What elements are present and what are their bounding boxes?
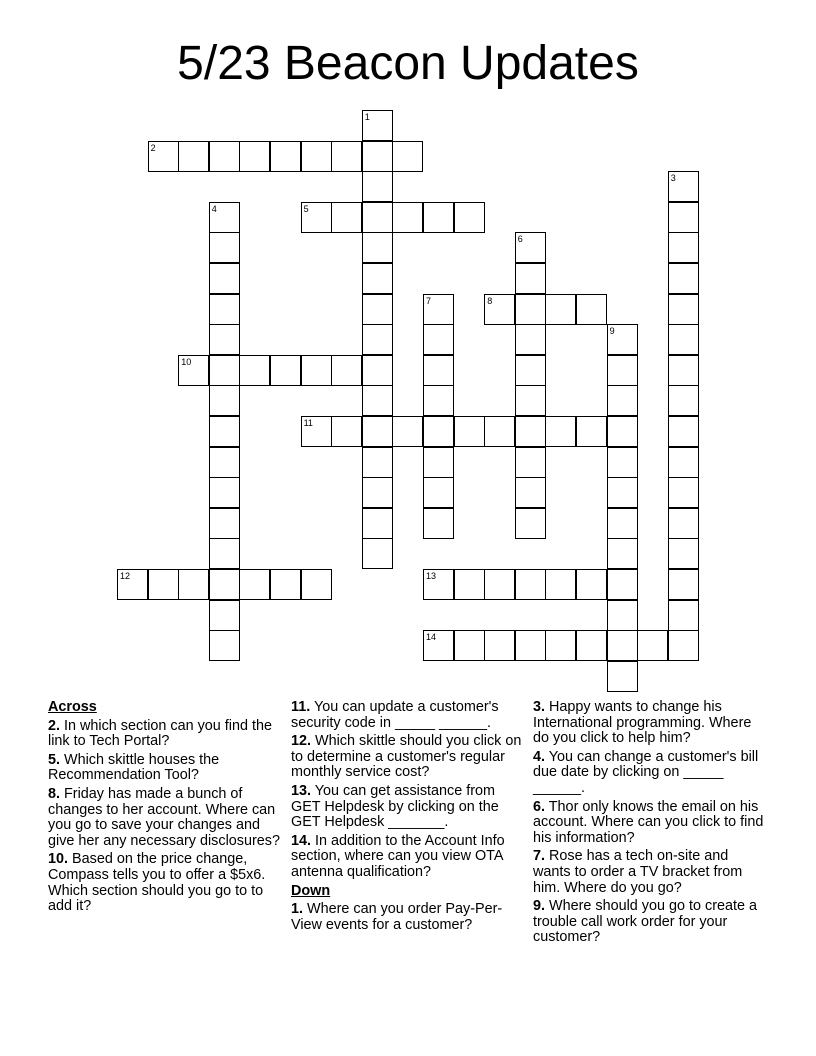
crossword-cell[interactable]: [607, 600, 638, 631]
clue-number: 4.: [533, 748, 546, 765]
clue-number: 13.: [291, 782, 312, 799]
clue-number: 7.: [533, 848, 546, 865]
crossword-cell[interactable]: [668, 477, 699, 508]
crossword-cell[interactable]: [668, 355, 699, 386]
crossword-cell[interactable]: [607, 661, 638, 692]
clue-text: Based on the price change, Compass tells you to offer a $5x6. Which section should you go to to add it?: [48, 851, 266, 915]
clue-text: You can update a customer's security code in _____ ______.: [291, 699, 499, 731]
crossword-cell[interactable]: [209, 600, 240, 631]
crossword-cell[interactable]: [668, 202, 699, 233]
crossword-cell[interactable]: [668, 232, 699, 263]
crossword-cell[interactable]: [209, 385, 240, 416]
crossword-cell[interactable]: [392, 202, 423, 233]
cell-number: 6: [517, 234, 523, 245]
crossword-cell[interactable]: [515, 569, 546, 600]
clue-text: In which section can you find the link to Tech Portal?: [48, 717, 273, 750]
crossword-cell[interactable]: [484, 416, 515, 447]
crossword-cell[interactable]: [607, 385, 638, 416]
crossword-cell[interactable]: [331, 355, 362, 386]
clue-text: You can change a customer's bill due date by clicking on _____ ______.: [533, 748, 759, 796]
clue-number: 3.: [533, 699, 546, 715]
clue-text: Where should you go to create a trouble call work order for your customer?: [533, 898, 758, 946]
clue-number: 6.: [533, 798, 546, 815]
crossword-cell[interactable]: [270, 569, 301, 600]
clue-text: You can get assistance from GET Helpdesk by clicking on the GET Helpdesk _______.: [291, 782, 499, 831]
crossword-cell[interactable]: [362, 508, 393, 539]
crossword-cell[interactable]: [362, 447, 393, 478]
cell-number: 1: [364, 112, 370, 122]
crossword-cell[interactable]: [362, 232, 393, 263]
crossword-cell[interactable]: [668, 416, 699, 447]
crossword-cell[interactable]: [515, 477, 546, 508]
clue-text: Thor only knows the email on his account. Where can you click to find his information?: [533, 798, 764, 846]
cell-number: 8: [487, 295, 493, 306]
crossword-cell[interactable]: [423, 447, 454, 478]
crossword-cell[interactable]: [454, 202, 485, 233]
cell-number: 12: [120, 571, 131, 581]
crossword-cell[interactable]: [423, 630, 454, 661]
crossword-cell[interactable]: [607, 630, 638, 661]
clue-number: 2.: [48, 717, 61, 734]
crossword-cell[interactable]: [484, 569, 515, 600]
crossword-cell[interactable]: [668, 263, 699, 294]
cell-number: 4: [211, 203, 217, 214]
crossword-cell[interactable]: [607, 477, 638, 508]
crossword-cell[interactable]: [301, 569, 332, 600]
crossword-cell[interactable]: [668, 630, 699, 661]
crossword-cell[interactable]: [423, 416, 454, 447]
crossword-cell[interactable]: [545, 416, 576, 447]
crossword-cell[interactable]: [607, 416, 638, 447]
crossword-cell[interactable]: [209, 232, 240, 263]
crossword-cell[interactable]: [576, 569, 607, 600]
clue-across-10: [48, 852, 284, 914]
crossword-cell[interactable]: [607, 324, 638, 355]
crossword-cell[interactable]: [392, 416, 423, 447]
cell-number: 11: [303, 418, 313, 428]
clue-text: In addition to the Account Info section, where can you view OTA antenna qualification?: [291, 832, 505, 880]
crossword-cell[interactable]: [362, 477, 393, 508]
crossword-cell[interactable]: [178, 569, 209, 600]
clue-down-3: [533, 700, 769, 747]
crossword-cell[interactable]: [423, 202, 454, 233]
cell-number: 9: [609, 326, 615, 337]
crossword-cell[interactable]: [209, 202, 240, 233]
crossword-cell[interactable]: [515, 294, 546, 325]
crossword-cell[interactable]: [362, 141, 393, 172]
crossword-cell[interactable]: [209, 508, 240, 539]
crossword-cell[interactable]: [515, 324, 546, 355]
crossword-cell[interactable]: [607, 569, 638, 600]
crossword-cell[interactable]: [545, 294, 576, 325]
clue-across-5: [48, 753, 284, 784]
crossword-cell[interactable]: [331, 416, 362, 447]
crossword-cell[interactable]: [576, 416, 607, 447]
clue-down-7: [533, 849, 769, 896]
crossword-cell[interactable]: [423, 355, 454, 386]
crossword-cell[interactable]: [668, 569, 699, 600]
crossword-cell[interactable]: [607, 508, 638, 539]
crossword-cell[interactable]: [362, 538, 393, 569]
crossword-cell[interactable]: [209, 141, 240, 172]
clue-across-14: [291, 834, 527, 881]
crossword-cell[interactable]: [331, 202, 362, 233]
crossword-cell[interactable]: [362, 294, 393, 325]
crossword-cell[interactable]: [607, 538, 638, 569]
crossword-cell[interactable]: [209, 324, 240, 355]
clue-down-4: [533, 750, 769, 797]
clue-down-6: [533, 800, 769, 847]
cell-number: 2: [150, 142, 156, 153]
crossword-cell[interactable]: [423, 477, 454, 508]
crossword-cell[interactable]: [301, 141, 332, 172]
crossword-cell[interactable]: [209, 355, 240, 386]
cell-number: 14: [426, 632, 437, 643]
clue-number: 1.: [291, 901, 304, 918]
crossword-cell[interactable]: [668, 600, 699, 631]
crossword-cell[interactable]: [209, 294, 240, 325]
crossword-cell[interactable]: [209, 630, 240, 661]
clue-number: 11.: [291, 699, 311, 715]
crossword-cell[interactable]: [515, 630, 546, 661]
crossword-cell[interactable]: [454, 569, 485, 600]
clue-across-13: [291, 784, 527, 831]
crossword-cell[interactable]: [454, 416, 485, 447]
clue-across-11: [291, 700, 527, 731]
crossword-cell[interactable]: [423, 294, 454, 325]
crossword-cell[interactable]: [668, 385, 699, 416]
crossword-cell[interactable]: [362, 171, 393, 202]
crossword-cell[interactable]: [515, 263, 546, 294]
crossword-cell[interactable]: [515, 355, 546, 386]
crossword-cell[interactable]: [423, 324, 454, 355]
crossword-cell[interactable]: [209, 416, 240, 447]
crossword-cell[interactable]: [668, 508, 699, 539]
crossword-cell[interactable]: [301, 416, 332, 447]
crossword-cell[interactable]: [576, 630, 607, 661]
crossword-cell[interactable]: [362, 355, 393, 386]
crossword-cell[interactable]: [209, 477, 240, 508]
clue-number: 12.: [291, 733, 312, 750]
crossword-cell[interactable]: [117, 569, 148, 600]
page-title: 5/23 Beacon Updates: [177, 37, 639, 90]
across-heading: Across: [48, 699, 97, 715]
clue-across-8: [48, 787, 284, 849]
crossword-cell[interactable]: [209, 569, 240, 600]
crossword-cell[interactable]: [484, 294, 515, 325]
clue-down-9: [533, 899, 769, 946]
clue-across-12: [291, 734, 527, 781]
cell-number: 3: [670, 173, 676, 184]
crossword-cell[interactable]: [668, 324, 699, 355]
crossword-cell[interactable]: [484, 630, 515, 661]
crossword-cell[interactable]: [209, 538, 240, 569]
clue-down-1: [291, 902, 527, 933]
crossword-cell[interactable]: [270, 355, 301, 386]
crossword-cell[interactable]: [209, 263, 240, 294]
down-heading: Down: [291, 882, 331, 899]
crossword-cell[interactable]: [515, 232, 546, 263]
clue-text: Where can you order Pay-Per-View events for a customer?: [291, 901, 503, 933]
crossword-cell[interactable]: [178, 141, 209, 172]
clue-text: Happy wants to change his International programming. Where do you click to help him?: [533, 699, 752, 747]
clue-number: 5.: [48, 751, 61, 768]
crossword-cell[interactable]: [270, 141, 301, 172]
crossword-cell[interactable]: [331, 141, 362, 172]
crossword-cell[interactable]: [362, 416, 393, 447]
clue-text: Which skittle should you click on to determine a customer's regular monthly service cost?: [291, 733, 522, 781]
crossword-cell[interactable]: [668, 447, 699, 478]
crossword-cell[interactable]: [454, 630, 485, 661]
clue-number: 14.: [291, 832, 312, 849]
crossword-cell[interactable]: [637, 630, 668, 661]
crossword-cell[interactable]: [148, 569, 179, 600]
clue-text: Rose has a tech on-site and wants to order a TV bracket from him. Where do you go?: [533, 848, 743, 896]
clues-column-middle: [291, 700, 527, 936]
crossword-cell[interactable]: [239, 569, 270, 600]
clue-number: 8.: [48, 785, 61, 802]
crossword-cell[interactable]: [515, 508, 546, 539]
crossword-cell[interactable]: [423, 569, 454, 600]
clue-text: Friday has made a bunch of changes to her account. Where can you go to save your changes and give her any necessary disclosures?: [48, 785, 280, 849]
crossword-cell[interactable]: [423, 385, 454, 416]
crossword-cell[interactable]: [576, 294, 607, 325]
crossword-cell[interactable]: [668, 538, 699, 569]
clue-across-2: [48, 719, 284, 750]
clue-number: 9.: [533, 898, 546, 915]
crossword-cell[interactable]: [423, 508, 454, 539]
clues-column-right: [533, 700, 769, 949]
crossword-cell[interactable]: [148, 141, 179, 172]
clue-text: Which skittle houses the Recommendation Tool?: [48, 751, 220, 784]
cell-number: 7: [426, 295, 432, 306]
crossword-cell[interactable]: [515, 447, 546, 478]
crossword-cell[interactable]: [239, 141, 270, 172]
crossword-cell[interactable]: [362, 263, 393, 294]
clues-column-left: [48, 700, 284, 918]
crossword-cell[interactable]: [301, 202, 332, 233]
crossword-cell[interactable]: [668, 294, 699, 325]
crossword-cell[interactable]: [178, 355, 209, 386]
cell-number: 13: [426, 571, 437, 581]
crossword-cell[interactable]: [515, 416, 546, 447]
crossword-cell[interactable]: [362, 202, 393, 233]
crossword-cell[interactable]: [362, 324, 393, 355]
crossword-cell[interactable]: [515, 385, 546, 416]
crossword-cell[interactable]: [239, 355, 270, 386]
crossword-cell[interactable]: [392, 141, 423, 172]
cell-number: 10: [181, 356, 192, 367]
clue-number: 10.: [48, 851, 69, 868]
crossword-cell[interactable]: [209, 447, 240, 478]
crossword-cell[interactable]: [545, 569, 576, 600]
crossword-cell[interactable]: [607, 355, 638, 386]
crossword-cell[interactable]: [301, 355, 332, 386]
crossword-cell[interactable]: [668, 171, 699, 202]
crossword-cell[interactable]: [362, 385, 393, 416]
crossword-cell[interactable]: [607, 447, 638, 478]
crossword-cell[interactable]: [545, 630, 576, 661]
crossword-cell[interactable]: [362, 110, 393, 141]
cell-number: 5: [303, 203, 309, 214]
